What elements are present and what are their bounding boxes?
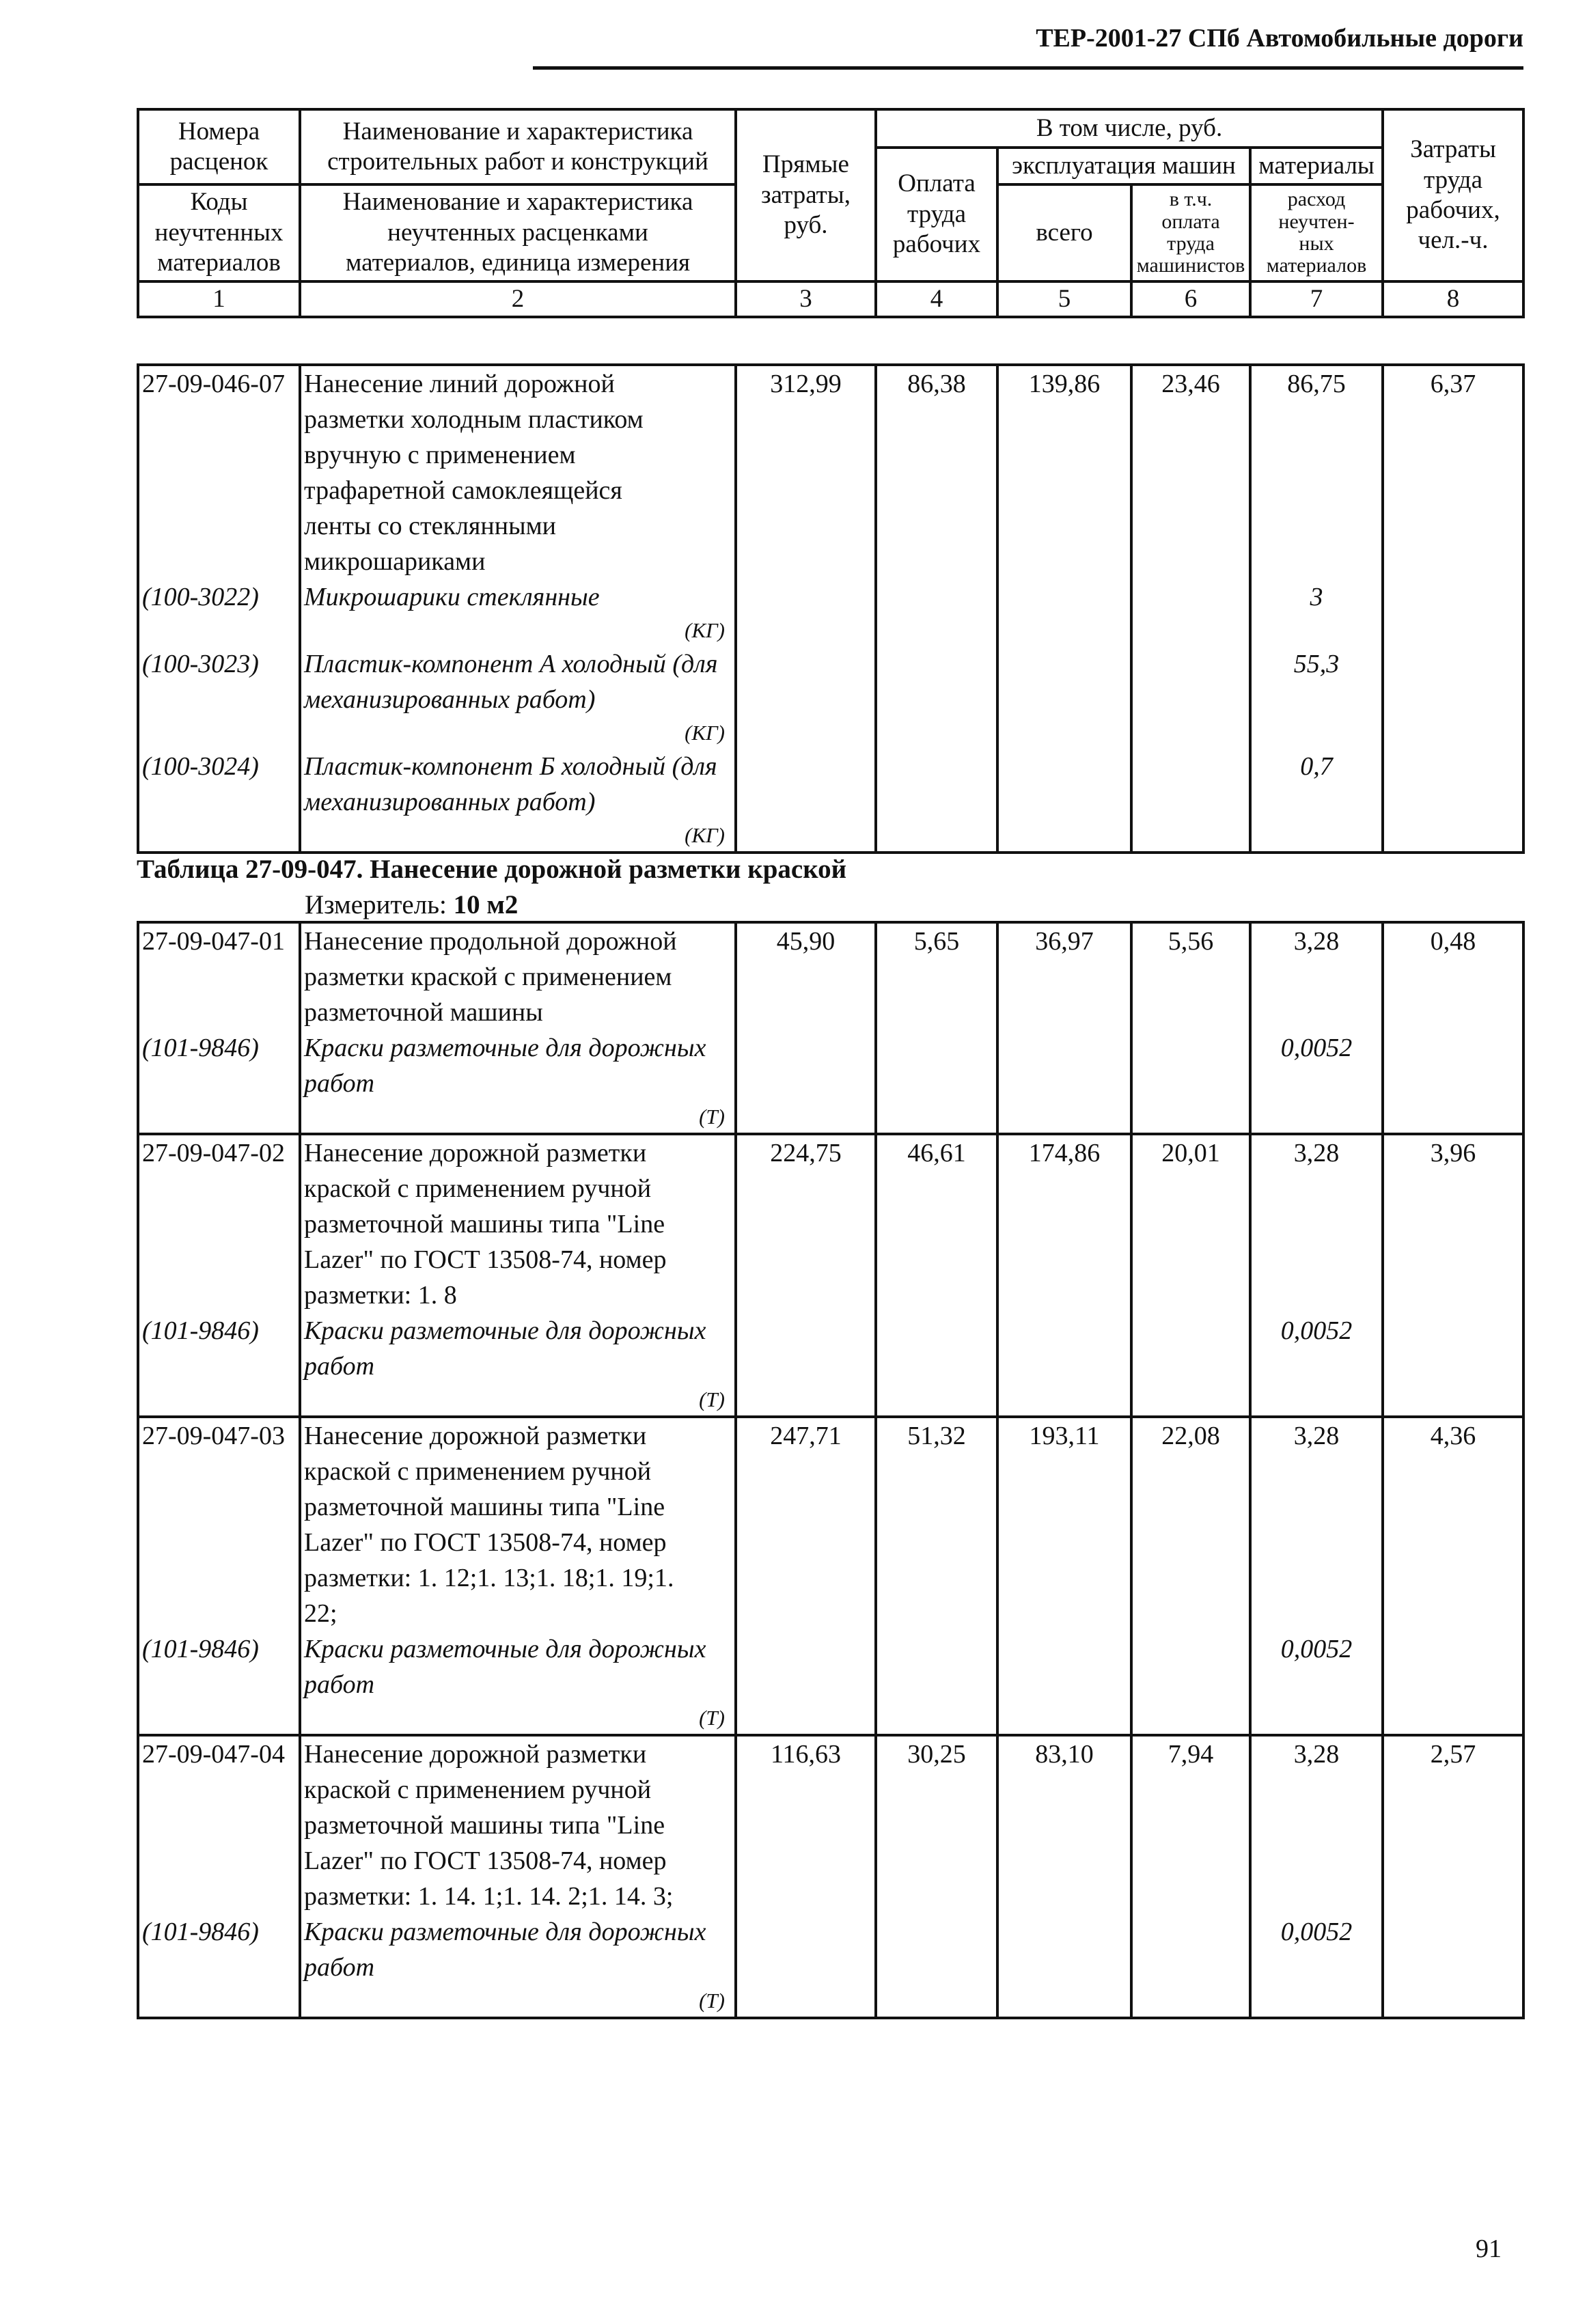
work-name-line: разметки холодным пластиком	[304, 405, 644, 434]
work-name-line: Нанесение дорожной разметки	[304, 1139, 647, 1167]
machines-operator-pay: 7,94	[1131, 1735, 1250, 1914]
materials-cost: 3,28	[1250, 1735, 1383, 1914]
running-header: ТЕР-2001-27 СПб Автомобильные дороги	[1036, 24, 1523, 53]
table-row	[138, 1134, 1523, 1313]
labor-hours: 2,57	[1383, 1735, 1523, 1914]
column-header-table	[137, 108, 1525, 318]
empty-cell	[997, 1313, 1131, 1417]
material-row	[138, 749, 1523, 853]
material-unit: (КГ)	[685, 618, 725, 642]
col-number: 5	[997, 281, 1131, 317]
empty-cell	[997, 1914, 1131, 2018]
material-name-line: механизированных работ)	[304, 685, 596, 714]
material-code: (101-9846)	[138, 1313, 300, 1417]
material-code: (100-3024)	[138, 749, 300, 853]
header-codes-top: Номера расценок	[138, 109, 300, 184]
work-name-line: разметочной машины типа "Line	[304, 1210, 665, 1239]
empty-cell	[1383, 646, 1523, 749]
empty-cell	[997, 579, 1131, 646]
work-name-line: трафаретной самоклеящейся	[304, 476, 622, 505]
table-046	[137, 363, 1525, 854]
labor-pay: 86,38	[876, 365, 997, 579]
direct-costs: 247,71	[736, 1417, 876, 1631]
header-name-top: Наименование и характеристика строительных работ и конструкций	[300, 109, 736, 184]
empty-cell	[1131, 579, 1250, 646]
empty-cell	[1131, 646, 1250, 749]
material-name-line: работ	[304, 1069, 375, 1098]
material-name-line: Краски разметочные для дорожных	[304, 1918, 706, 1946]
material-code: (101-9846)	[138, 1030, 300, 1134]
work-name-line: разметочной машины типа "Line	[304, 1493, 665, 1521]
labor-hours: 6,37	[1383, 365, 1523, 579]
empty-cell	[1131, 1914, 1250, 2018]
direct-costs: 45,90	[736, 922, 876, 1030]
header-codes-bottom: Коды неучтенных материалов	[138, 184, 300, 281]
header-machines-total: всего	[997, 184, 1131, 281]
empty-cell	[876, 646, 997, 749]
machines-operator-pay: 20,01	[1131, 1134, 1250, 1313]
empty-cell	[997, 646, 1131, 749]
header-materials-usage: расход неучтен- ных материалов	[1250, 184, 1383, 281]
work-name-line: Lazer" по ГОСТ 13508-74, номер	[304, 1245, 667, 1274]
machines-operator-pay: 5,56	[1131, 922, 1250, 1030]
col-number: 8	[1383, 281, 1523, 317]
machines-total: 83,10	[997, 1735, 1131, 1914]
work-name-line: микрошариками	[304, 547, 486, 576]
col-number: 2	[300, 281, 736, 317]
empty-cell	[1131, 1030, 1250, 1134]
table-row	[138, 1735, 1523, 1914]
material-name-line: Пластик-компонент А холодный (для	[304, 650, 718, 678]
material-row	[138, 1030, 1523, 1134]
empty-cell	[1383, 1914, 1523, 2018]
empty-cell	[1383, 1313, 1523, 1417]
material-code: (100-3022)	[138, 579, 300, 646]
material-quantity: 0,0052	[1250, 1631, 1383, 1735]
materials-cost: 3,28	[1250, 1417, 1383, 1631]
machines-total: 36,97	[997, 922, 1131, 1030]
materials-cost: 86,75	[1250, 365, 1383, 579]
machines-operator-pay: 22,08	[1131, 1417, 1250, 1631]
header-materials: материалы	[1250, 148, 1383, 184]
empty-cell	[876, 1631, 997, 1735]
direct-costs: 116,63	[736, 1735, 876, 1914]
material-row	[138, 646, 1523, 749]
labor-pay: 5,65	[876, 922, 997, 1030]
labor-hours: 3,96	[1383, 1134, 1523, 1313]
header-machines: эксплуатация машин	[997, 148, 1250, 184]
table-047-title: Таблица 27-09-047. Нанесение дорожной разметки краской	[137, 855, 847, 884]
rate-code: 27-09-047-04	[138, 1735, 300, 1914]
material-quantity: 0,0052	[1250, 1030, 1383, 1134]
empty-cell	[876, 1914, 997, 2018]
materials-cost: 3,28	[1250, 922, 1383, 1030]
material-quantity: 3	[1250, 579, 1383, 646]
empty-cell	[876, 1030, 997, 1134]
col-number: 3	[736, 281, 876, 317]
machines-total: 139,86	[997, 365, 1131, 579]
material-name-line: Краски разметочные для дорожных	[304, 1635, 706, 1663]
work-name-line: Lazer" по ГОСТ 13508-74, номер	[304, 1528, 667, 1557]
work-name-line: 22;	[304, 1599, 337, 1628]
material-name-line: Краски разметочные для дорожных	[304, 1316, 706, 1345]
work-name	[300, 922, 736, 1030]
material-name-line: работ	[304, 1953, 375, 1982]
material-name-line: Краски разметочные для дорожных	[304, 1034, 706, 1062]
work-name-line: разметочной машины	[304, 998, 543, 1027]
labor-pay: 46,61	[876, 1134, 997, 1313]
material-code: (101-9846)	[138, 1631, 300, 1735]
header-labor-pay: Оплата труда рабочих	[876, 148, 997, 281]
machines-total: 174,86	[997, 1134, 1131, 1313]
material-name-line: работ	[304, 1670, 375, 1699]
empty-cell	[876, 749, 997, 853]
header-direct-costs: Прямые затраты, руб.	[736, 109, 876, 281]
empty-cell	[997, 1030, 1131, 1134]
work-name-line: Нанесение линий дорожной	[304, 370, 615, 398]
page-number: 91	[1476, 2235, 1502, 2263]
work-name-line: краской с применением ручной	[304, 1775, 652, 1804]
material-quantity: 0,7	[1250, 749, 1383, 853]
rate-code: 27-09-046-07	[138, 365, 300, 579]
material-unit: (Т)	[699, 1989, 725, 2012]
work-name-line: разметки: 1. 12;1. 13;1. 18;1. 19;1.	[304, 1564, 674, 1592]
material-quantity: 55,3	[1250, 646, 1383, 749]
material-code: (100-3023)	[138, 646, 300, 749]
empty-cell	[1383, 1030, 1523, 1134]
material-row	[138, 1914, 1523, 2018]
empty-cell	[1383, 579, 1523, 646]
work-name-line: разметки краской с применением	[304, 963, 672, 991]
work-name-line: Нанесение дорожной разметки	[304, 1422, 647, 1450]
labor-pay: 51,32	[876, 1417, 997, 1631]
material-unit: (Т)	[699, 1105, 725, 1129]
material-unit: (КГ)	[685, 823, 725, 847]
col-number: 6	[1131, 281, 1250, 317]
materials-cost: 3,28	[1250, 1134, 1383, 1313]
material-quantity: 0,0052	[1250, 1914, 1383, 2018]
direct-costs: 312,99	[736, 365, 876, 579]
empty-cell	[1131, 1313, 1250, 1417]
machines-total: 193,11	[997, 1417, 1131, 1631]
empty-cell	[736, 579, 876, 646]
empty-cell	[736, 1631, 876, 1735]
header-name-bottom: Наименование и характеристика неучтенных расценками материалов, единица измерения	[300, 184, 736, 281]
col-number: 4	[876, 281, 997, 317]
labor-pay: 30,25	[876, 1735, 997, 1914]
empty-cell	[1383, 749, 1523, 853]
work-name	[300, 365, 736, 579]
material-row	[138, 1313, 1523, 1417]
material-name	[300, 579, 736, 646]
material-name-line: Пластик-компонент Б холодный (для	[304, 752, 717, 781]
header-machines-pay: в т.ч. оплата труда машинистов	[1131, 184, 1250, 281]
col-number: 1	[138, 281, 300, 317]
work-name-line: Нанесение дорожной разметки	[304, 1740, 647, 1769]
rate-code: 27-09-047-03	[138, 1417, 300, 1631]
material-quantity: 0,0052	[1250, 1313, 1383, 1417]
work-name-line: разметочной машины типа "Line	[304, 1811, 665, 1840]
material-name	[300, 1030, 736, 1134]
header-including-group: В том числе, руб.	[876, 109, 1383, 148]
work-name-line: Нанесение продольной дорожной	[304, 927, 677, 956]
material-unit: (Т)	[699, 1706, 725, 1730]
empty-cell	[736, 1313, 876, 1417]
header-labor-hours: Затраты труда рабочих, чел.-ч.	[1383, 109, 1523, 281]
material-name	[300, 1914, 736, 2018]
table-row	[138, 1417, 1523, 1631]
work-name-line: разметки: 1. 14. 1;1. 14. 2;1. 14. 3;	[304, 1882, 674, 1911]
empty-cell	[736, 749, 876, 853]
material-row	[138, 579, 1523, 646]
material-name-line: механизированных работ)	[304, 788, 596, 816]
work-name	[300, 1417, 736, 1631]
work-name-line: краской с применением ручной	[304, 1174, 652, 1203]
col-number: 7	[1250, 281, 1383, 317]
material-row	[138, 1631, 1523, 1735]
work-name-line: краской с применением ручной	[304, 1457, 652, 1486]
machines-operator-pay: 23,46	[1131, 365, 1250, 579]
empty-cell	[997, 1631, 1131, 1735]
material-name-line: работ	[304, 1352, 375, 1381]
empty-cell	[876, 1313, 997, 1417]
direct-costs: 224,75	[736, 1134, 876, 1313]
material-name-line: Микрошарики стеклянные	[304, 583, 600, 611]
empty-cell	[736, 1030, 876, 1134]
work-name-line: Lazer" по ГОСТ 13508-74, номер	[304, 1846, 667, 1875]
empty-cell	[1131, 1631, 1250, 1735]
empty-cell	[736, 1914, 876, 2018]
table-047	[137, 921, 1525, 2019]
table-row	[138, 365, 1523, 579]
material-unit: (КГ)	[685, 721, 725, 745]
material-code: (101-9846)	[138, 1914, 300, 2018]
rate-code: 27-09-047-02	[138, 1134, 300, 1313]
material-name	[300, 1631, 736, 1735]
table-047-measure: Измеритель: 10 м2	[305, 890, 519, 919]
empty-cell	[1131, 749, 1250, 853]
empty-cell	[876, 579, 997, 646]
empty-cell	[997, 749, 1131, 853]
labor-hours: 4,36	[1383, 1417, 1523, 1631]
work-name-line: разметки: 1. 8	[304, 1281, 457, 1310]
material-name	[300, 1313, 736, 1417]
table-row	[138, 922, 1523, 1030]
rate-code: 27-09-047-01	[138, 922, 300, 1030]
empty-cell	[736, 646, 876, 749]
work-name	[300, 1134, 736, 1313]
work-name-line: вручную с применением	[304, 441, 576, 469]
work-name-line: ленты со стеклянными	[304, 512, 556, 540]
empty-cell	[1383, 1631, 1523, 1735]
material-name	[300, 749, 736, 853]
material-unit: (Т)	[699, 1387, 725, 1411]
work-name	[300, 1735, 736, 1914]
labor-hours: 0,48	[1383, 922, 1523, 1030]
material-name	[300, 646, 736, 749]
header-rule	[533, 66, 1523, 70]
